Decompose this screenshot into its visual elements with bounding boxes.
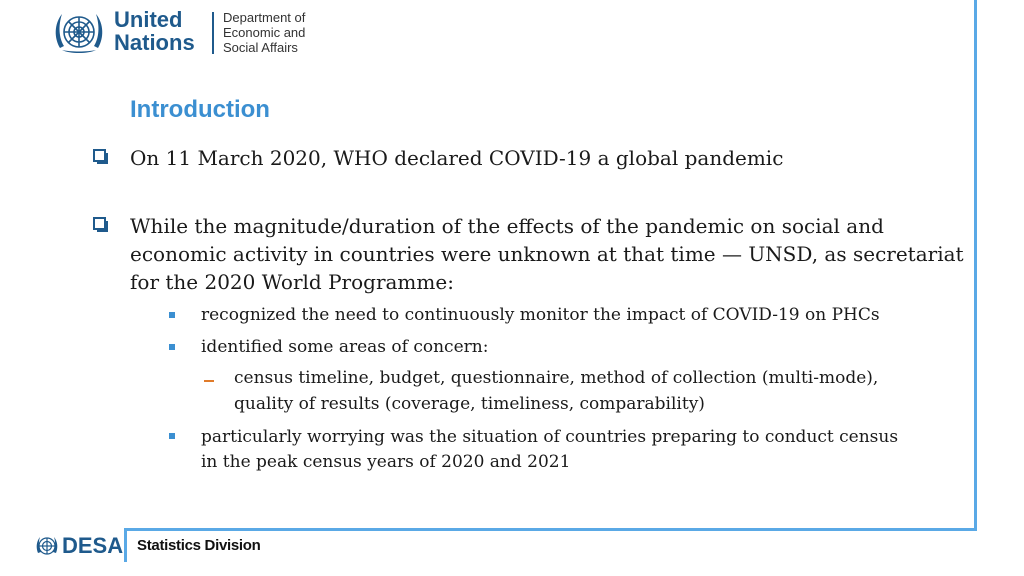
sub-sub-bullet-line1: census timeline, budget, questionnaire, method of collection (multi-mode), [234, 368, 879, 388]
square-bullet-icon [169, 312, 175, 318]
desa-department-text [223, 10, 305, 55]
bullet-1-text: On 11 March 2020, WHO declared COVID-19 a global pandemic [130, 146, 784, 170]
bullet-2-line2: economic activity in countries were unknown at that time — UNSD, as secretariat [130, 242, 964, 266]
square-bullet-icon [169, 344, 175, 350]
dash-bullet-icon [204, 380, 214, 382]
sub-bullet-1-text: recognized the need to continuously monitor the impact of COVID-19 on PHCs [201, 305, 880, 325]
frame-right-line [974, 0, 977, 531]
statistics-division-label: Statistics Division [137, 537, 261, 554]
sub-bullet-3-line2: in the peak census years of 2020 and 2021 [201, 452, 571, 472]
desa-emblem-icon [36, 535, 58, 557]
checkbox-bullet-icon [93, 149, 106, 162]
sub-bullet-2-text: identified some areas of concern: [201, 337, 489, 357]
frame-footer-divider [124, 528, 127, 562]
square-bullet-icon [169, 433, 175, 439]
un-line1: United [114, 7, 183, 32]
un-line2: Nations [114, 30, 195, 55]
desa-line3: Social Affairs [223, 40, 298, 55]
un-emblem-icon [52, 8, 106, 56]
sub-bullet-3-line1: particularly worrying was the situation of countries preparing to conduct census [201, 427, 899, 447]
desa-line2: Economic and [223, 25, 306, 40]
sub-sub-bullet-line2: quality of results (coverage, timeliness, comparability) [234, 394, 705, 414]
desa-footer-wordmark: DESA [62, 533, 124, 558]
desa-line1: Department of [223, 10, 306, 25]
bullet-2-line1: While the magnitude/duration of the effects of the pandemic on social and [130, 214, 884, 238]
un-wordmark [114, 8, 195, 54]
slide-title: Introduction [130, 96, 270, 123]
logo-divider [212, 12, 214, 54]
checkbox-bullet-icon [93, 217, 106, 230]
frame-bottom-line [126, 528, 977, 531]
bullet-2-line3: for the 2020 World Programme: [130, 270, 454, 294]
